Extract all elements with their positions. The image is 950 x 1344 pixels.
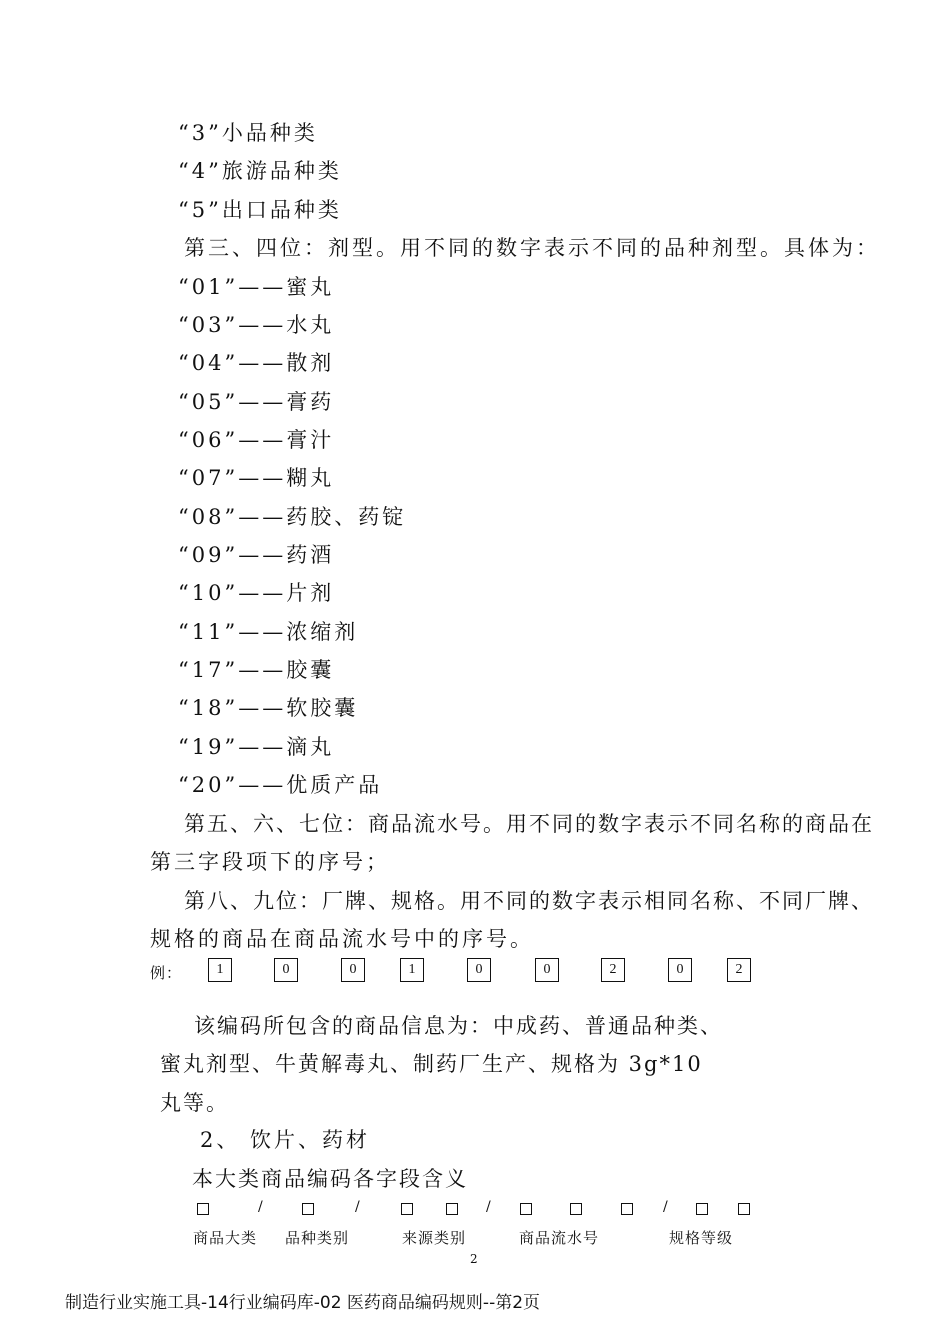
description-line: 蜜丸剂型、牛黄解毒丸、制药厂生产、规格为 3g*10 <box>160 1052 703 1076</box>
text-line: “5”出口品种类 <box>178 198 342 222</box>
field-box <box>197 1203 209 1215</box>
field-box <box>520 1203 532 1215</box>
text-line: “11”——浓缩剂 <box>178 620 359 644</box>
field-label: 商品大类 <box>193 1229 258 1247</box>
code-digit-box: 2 <box>727 958 751 982</box>
field-separator: / <box>663 1199 668 1215</box>
field-separator: / <box>355 1199 360 1215</box>
text-line: “4”旅游品种类 <box>178 159 342 183</box>
example-code-row <box>150 958 770 986</box>
text-line: “04”——散剂 <box>178 351 335 375</box>
field-label: 品种类别 <box>285 1229 350 1247</box>
text-line: 第三、四位：剂型。用不同的数字表示不同的品种剂型。具体为： <box>184 236 880 260</box>
code-digit-box: 1 <box>400 958 424 982</box>
code-digit-box: 0 <box>341 958 365 982</box>
field-structure-diagram <box>150 1199 790 1227</box>
code-digit-box: 2 <box>601 958 625 982</box>
code-digit-box: 1 <box>208 958 232 982</box>
text-line: 第五、六、七位：商品流水号。用不同的数字表示不同名称的商品在 <box>184 812 874 836</box>
footer-caption: 制造行业实施工具-14行业编码库-02 医药商品编码规则--第2页 <box>65 1293 541 1313</box>
text-line: “01”——蜜丸 <box>178 275 335 299</box>
text-line: “03”——水丸 <box>178 313 335 337</box>
field-separator: / <box>486 1199 491 1215</box>
field-box <box>302 1203 314 1215</box>
field-box <box>621 1203 633 1215</box>
field-separator: / <box>258 1199 263 1215</box>
text-line: “05”——膏药 <box>178 390 335 414</box>
example-label: 例： <box>150 964 183 982</box>
text-line: “08”——药胶、药锭 <box>178 505 407 529</box>
page-number: 2 <box>470 1252 478 1266</box>
field-box <box>401 1203 413 1215</box>
section-heading: 2、 饮片、药材 <box>200 1128 371 1152</box>
description-line: 丸等。 <box>160 1091 229 1115</box>
text-line: “18”——软胶囊 <box>178 696 359 720</box>
text-line: “3”小品种类 <box>178 121 318 145</box>
text-line: “17”——胶囊 <box>178 658 335 682</box>
field-box <box>570 1203 582 1215</box>
text-line: 第八、九位：厂牌、规格。用不同的数字表示相同名称、不同厂牌、 <box>184 889 874 913</box>
field-box <box>696 1203 708 1215</box>
code-digit-box: 0 <box>274 958 298 982</box>
code-digit-box: 0 <box>668 958 692 982</box>
field-label: 规格等级 <box>669 1229 734 1247</box>
text-line: “07”——糊丸 <box>178 466 335 490</box>
text-line: “09”——药酒 <box>178 543 335 567</box>
section-subheading: 本大类商品编码各字段含义 <box>192 1167 468 1191</box>
field-box <box>446 1203 458 1215</box>
field-label: 商品流水号 <box>519 1229 600 1247</box>
text-line: “20”——优质产品 <box>178 773 383 797</box>
description-line: 该编码所包含的商品信息为：中成药、普通品种类、 <box>194 1014 723 1038</box>
text-line: “06”——膏汁 <box>178 428 335 452</box>
code-digit-box: 0 <box>467 958 491 982</box>
field-box <box>738 1203 750 1215</box>
text-line: 规格的商品在商品流水号中的序号。 <box>150 927 534 951</box>
text-line: “10”——片剂 <box>178 581 335 605</box>
code-digit-box: 0 <box>535 958 559 982</box>
text-line: 第三字段项下的序号； <box>150 850 390 874</box>
field-label: 来源类别 <box>402 1229 467 1247</box>
text-line: “19”——滴丸 <box>178 735 335 759</box>
field-labels <box>150 1227 790 1249</box>
